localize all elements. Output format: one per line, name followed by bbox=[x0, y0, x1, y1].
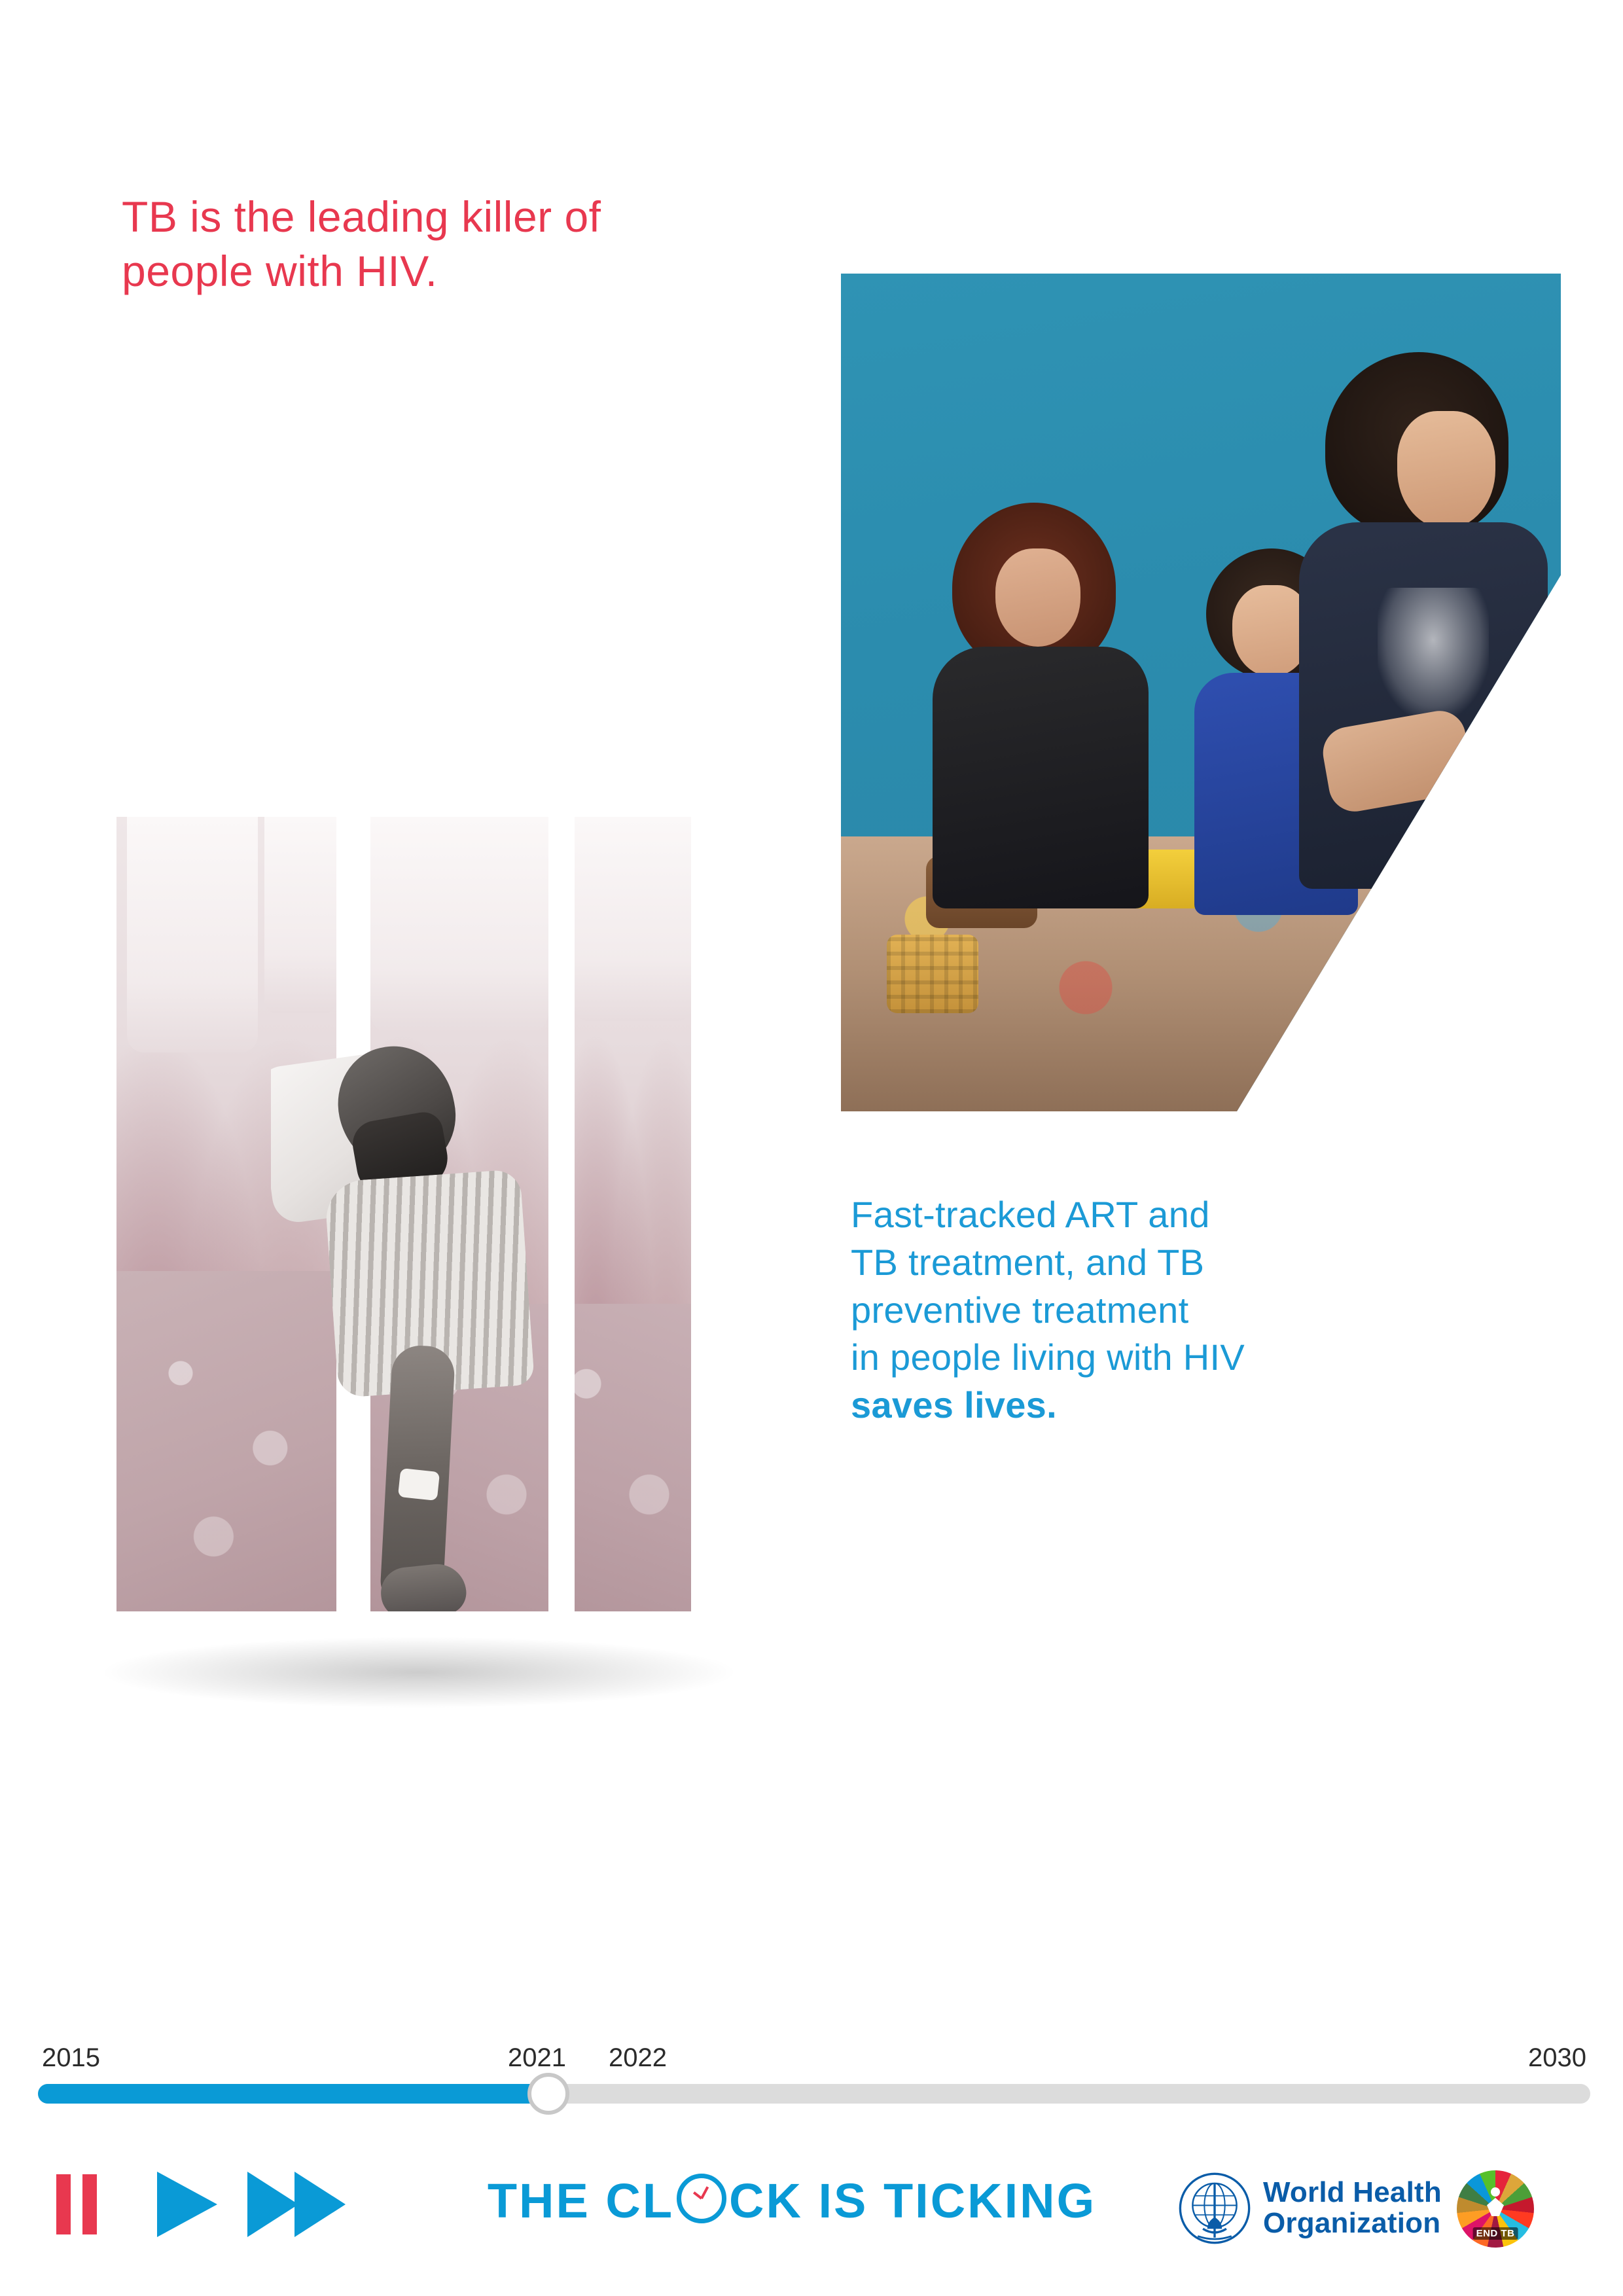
timeline-label-2021: 2021 bbox=[508, 2043, 566, 2072]
footer-bar bbox=[0, 2147, 1623, 2296]
body-paragraph bbox=[851, 1191, 1440, 1429]
page-headline: TB is the leading killer of people with HIV. bbox=[122, 192, 601, 296]
photo-column-right bbox=[575, 817, 691, 1611]
who-emblem-icon bbox=[1178, 2172, 1251, 2245]
body-shape bbox=[933, 647, 1149, 908]
floral-blanket-shape bbox=[575, 1304, 691, 1611]
clinician-coat-shape bbox=[370, 817, 548, 1033]
timeline-labels bbox=[38, 2043, 1590, 2073]
timeline-label-start: 2015 bbox=[42, 2043, 100, 2072]
pause-bar bbox=[82, 2174, 97, 2234]
paragraph-line: in people living with HIV bbox=[851, 1336, 1245, 1378]
right-photo-content bbox=[841, 274, 1561, 1111]
older-child-figure bbox=[1299, 352, 1548, 1007]
campaign-slogan bbox=[445, 2173, 1139, 2229]
fast-forward-triangle bbox=[247, 2172, 298, 2237]
clock-icon bbox=[677, 2174, 726, 2223]
fast-forward-triangle bbox=[294, 2172, 346, 2237]
end-tb-badge: END TB bbox=[1473, 2227, 1518, 2240]
pause-bar bbox=[56, 2174, 71, 2234]
paragraph-line-emphasis: saves lives. bbox=[851, 1384, 1057, 1426]
who-wordmark bbox=[1263, 2178, 1442, 2238]
left-photo-shadow bbox=[98, 1636, 740, 1708]
bandage-shape bbox=[398, 1468, 440, 1501]
clinician-coat-shape bbox=[575, 817, 691, 1021]
adult-woman-figure bbox=[933, 503, 1149, 908]
paragraph-line: TB treatment, and TB bbox=[851, 1241, 1205, 1283]
sdg-wheel-logo bbox=[1457, 2170, 1534, 2248]
play-icon[interactable] bbox=[157, 2172, 217, 2237]
slider-progress-fill bbox=[38, 2084, 548, 2104]
clinician-coat-shape bbox=[127, 817, 258, 1052]
slider-track[interactable] bbox=[38, 2084, 1590, 2104]
timeline-label-end: 2030 bbox=[1528, 2043, 1586, 2072]
timeline-label-2022: 2022 bbox=[609, 2043, 667, 2072]
person-icon bbox=[1487, 2187, 1504, 2217]
tshirt-print bbox=[1378, 588, 1489, 719]
right-photo-triangle bbox=[841, 274, 1561, 1111]
slogan-text-after: CK IS TICKING bbox=[729, 2174, 1097, 2228]
paragraph-line: preventive treatment bbox=[851, 1289, 1189, 1331]
who-line-1: World Health bbox=[1263, 2176, 1442, 2209]
slider-handle[interactable] bbox=[527, 2073, 569, 2115]
face-shape bbox=[1397, 411, 1495, 529]
patient-figure bbox=[271, 1038, 565, 1611]
slogan-text-before: THE CL bbox=[487, 2174, 675, 2228]
left-photo-collage bbox=[116, 817, 691, 1611]
face-shape bbox=[995, 548, 1080, 647]
toy-shape bbox=[887, 935, 978, 1013]
who-line-2: Organization bbox=[1263, 2207, 1441, 2239]
fast-forward-icon[interactable] bbox=[247, 2172, 352, 2237]
pause-icon[interactable] bbox=[56, 2174, 99, 2234]
clinician-coat-shape bbox=[264, 817, 336, 1013]
timeline-slider[interactable] bbox=[38, 2043, 1590, 2122]
who-logo bbox=[1178, 2172, 1442, 2245]
paragraph-line: Fast-tracked ART and bbox=[851, 1194, 1210, 1235]
